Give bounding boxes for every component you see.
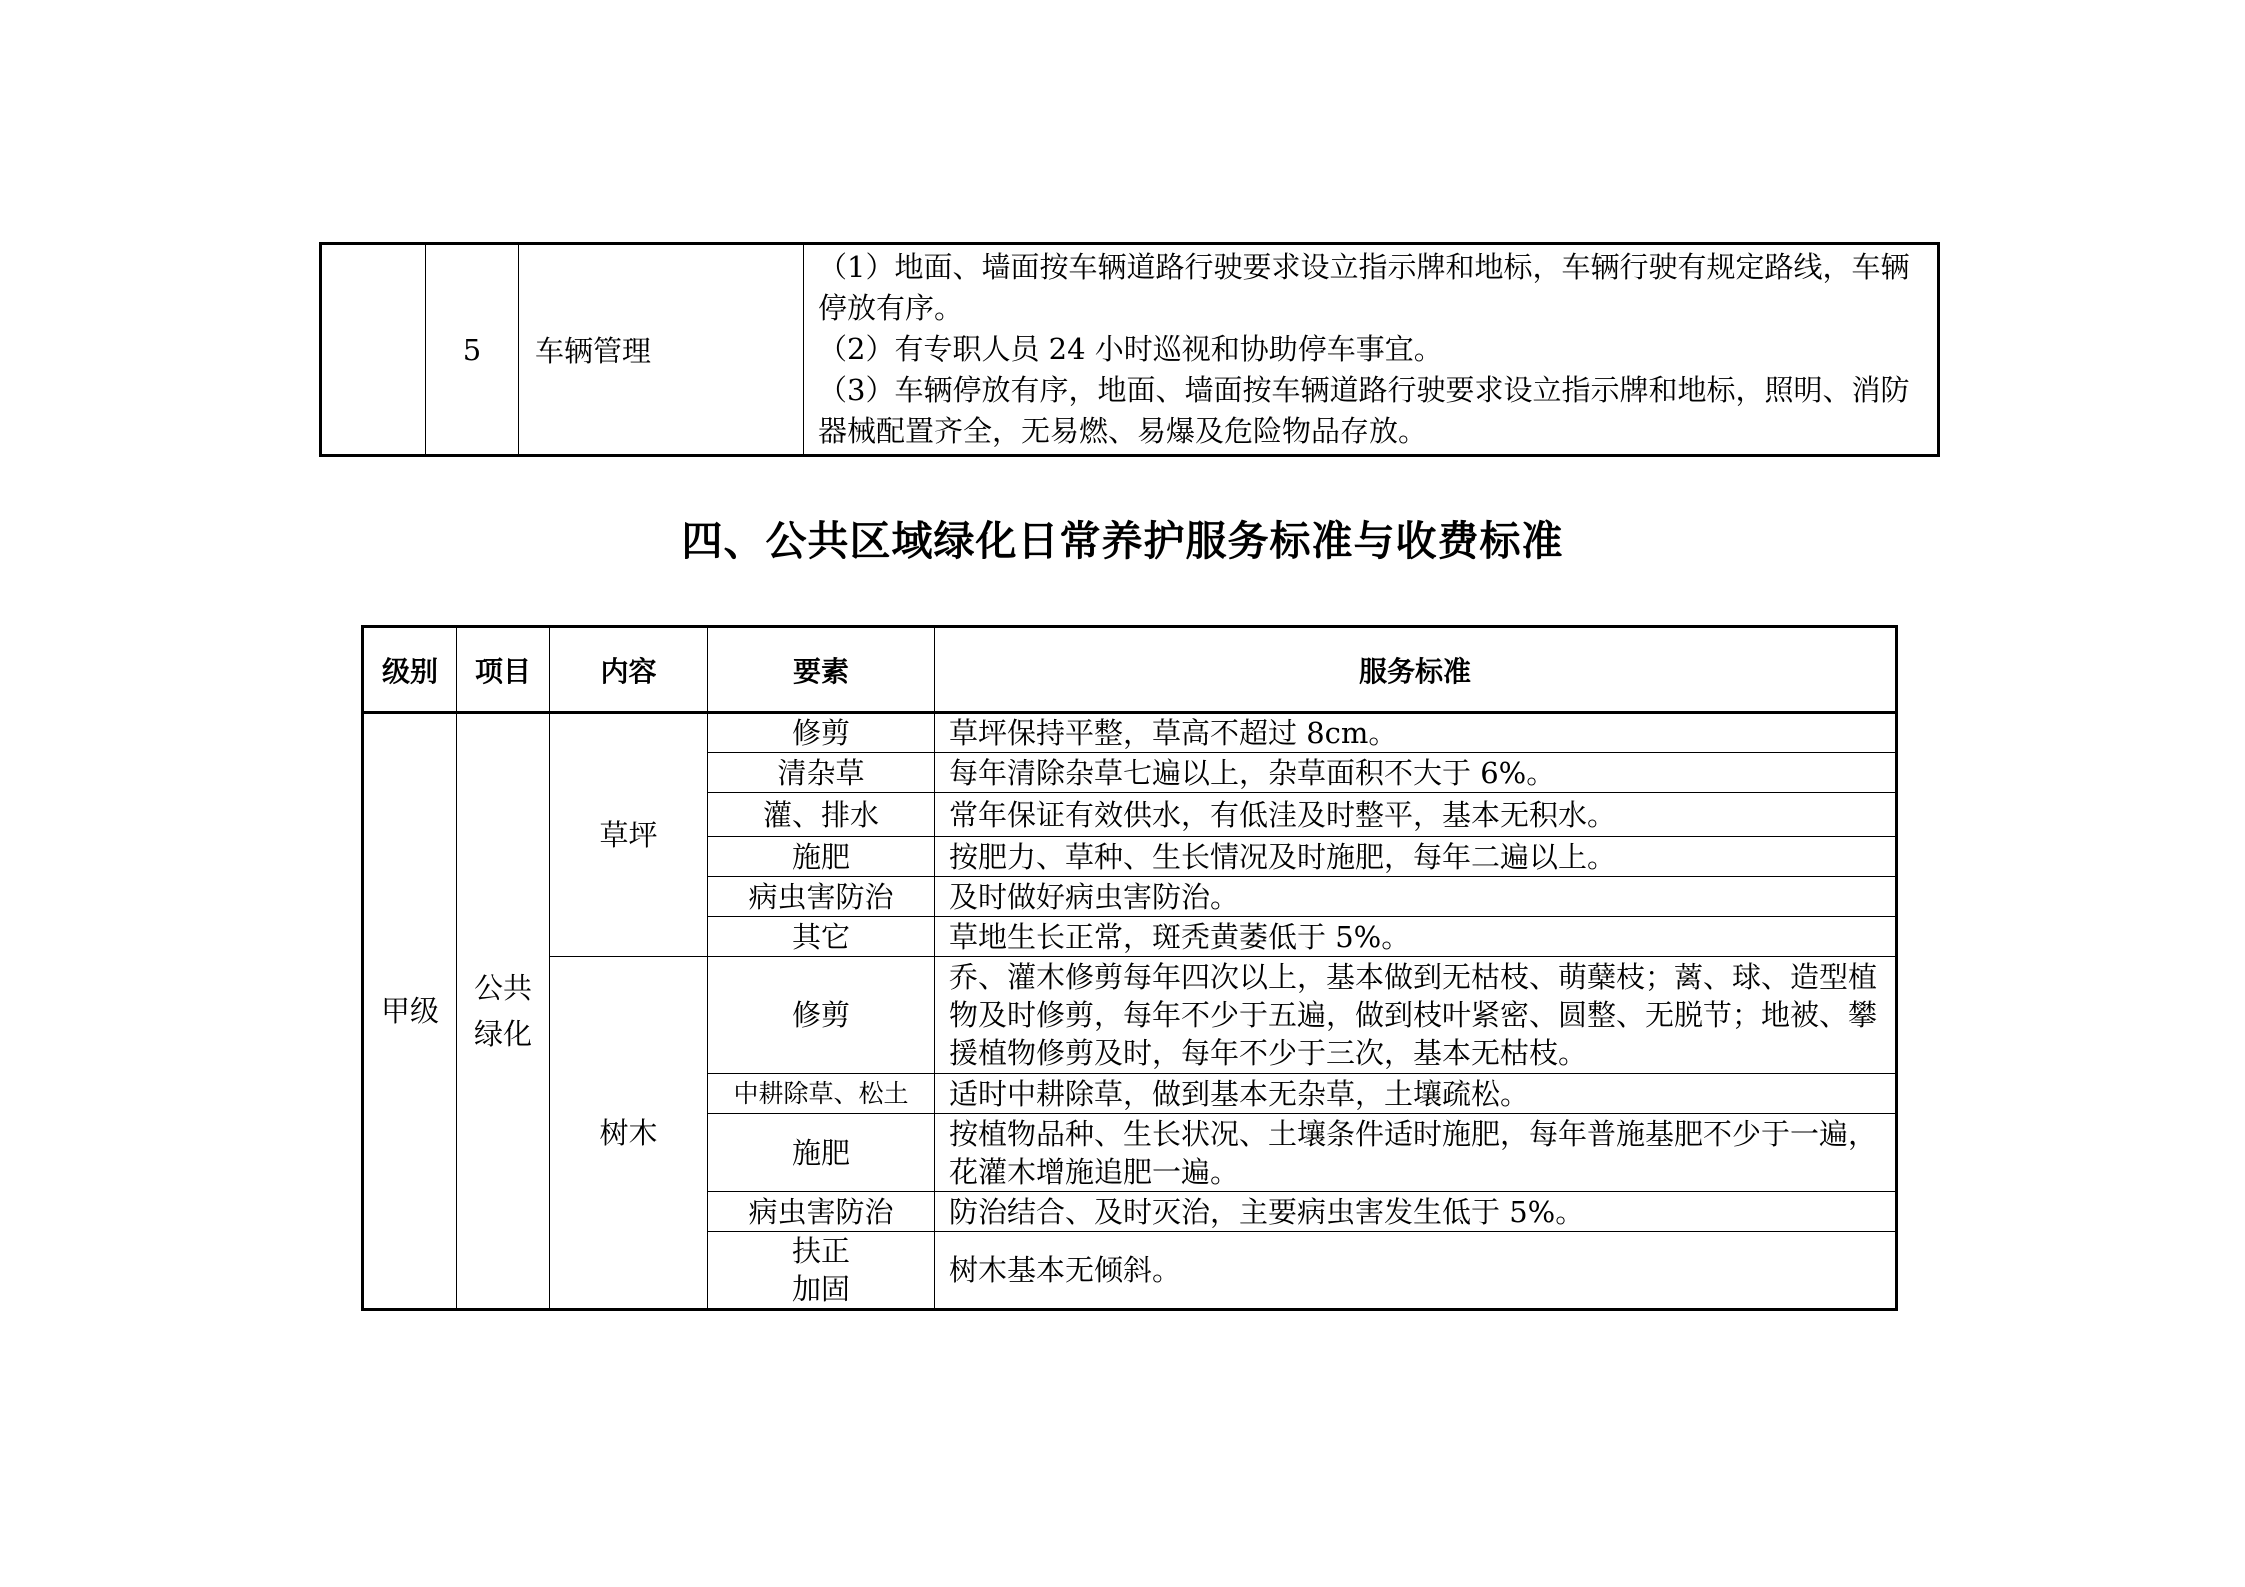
table-row — [363, 957, 1897, 1074]
vehicle-management-table — [319, 242, 1940, 457]
element-cell: 病虫害防治 — [708, 1192, 935, 1232]
element-cell: 施肥 — [708, 1114, 935, 1192]
standard-cell: 适时中耕除草，做到基本无杂草，土壤疏松。 — [935, 1074, 1897, 1114]
content-paragraph: （2）有专职人员 24 小时巡视和协助停车事宜。 — [818, 332, 1443, 366]
level-cell: 甲级 — [363, 713, 457, 1310]
content-cell-trees: 树木 — [550, 957, 708, 1310]
project-label: 公共绿化 — [473, 971, 532, 1051]
element-cell: 其它 — [708, 917, 935, 957]
empty-cell — [321, 244, 426, 456]
item-number: 5 — [426, 244, 519, 456]
header-level: 级别 — [363, 627, 457, 713]
standard-cell: 草坪保持平整，草高不超过 8cm。 — [935, 713, 1897, 753]
element-cell — [708, 1232, 935, 1310]
element-cell: 施肥 — [708, 837, 935, 877]
element-cell: 修剪 — [708, 713, 935, 753]
content-paragraph: （3）车辆停放有序，地面、墙面按车辆道路行驶要求设立指示牌和地标，照明、消防器械配置齐全，无易燃、易爆及危险物品存放。 — [818, 373, 1910, 448]
element-cell: 灌、排水 — [708, 793, 935, 837]
standard-cell: 及时做好病虫害防治。 — [935, 877, 1897, 917]
standard-cell: 按肥力、草种、生长情况及时施肥，每年二遍以上。 — [935, 837, 1897, 877]
item-name: 车辆管理 — [519, 244, 804, 456]
content-paragraph: （1）地面、墙面按车辆道路行驶要求设立指示牌和地标，车辆行驶有规定路线，车辆停放有序。 — [818, 250, 1910, 325]
header-content: 内容 — [550, 627, 708, 713]
standard-cell: 草地生长正常，斑秃黄萎低于 5%。 — [935, 917, 1897, 957]
standard-cell: 常年保证有效供水，有低洼及时整平，基本无积水。 — [935, 793, 1897, 837]
element-cell: 中耕除草、松土 — [708, 1074, 935, 1114]
standard-cell: 每年清除杂草七遍以上，杂草面积不大于 6%。 — [935, 753, 1897, 793]
element-line: 加固 — [791, 1272, 850, 1306]
element-cell: 修剪 — [708, 957, 935, 1074]
standard-cell: 树木基本无倾斜。 — [935, 1232, 1897, 1310]
table-row — [321, 244, 1939, 456]
header-standard: 服务标准 — [935, 627, 1897, 713]
content-cell-lawn: 草坪 — [550, 713, 708, 957]
header-element: 要素 — [708, 627, 935, 713]
standard-cell: 乔、灌木修剪每年四次以上，基本做到无枯枝、萌蘖枝；蓠、球、造型植物及时修剪，每年不少于五遍，做到枝叶紧密、圆整、无脱节；地被、攀援植物修剪及时，每年不少于三次，基本无枯枝。 — [935, 957, 1897, 1074]
table-row — [363, 713, 1897, 753]
header-project: 项目 — [457, 627, 550, 713]
header-row — [363, 627, 1897, 713]
section-title: 四、公共区域绿化日常养护服务标准与收费标准 — [681, 517, 1564, 565]
standard-cell: 防治结合、及时灭治，主要病虫害发生低于 5%。 — [935, 1192, 1897, 1232]
project-cell — [457, 713, 550, 1310]
standard-cell: 按植物品种、生长状况、土壤条件适时施肥，每年普施基肥不少于一遍，花灌木增施追肥一遍。 — [935, 1114, 1897, 1192]
element-line: 扶正 — [791, 1234, 850, 1268]
greening-standard-table — [361, 625, 1898, 1311]
item-content — [804, 244, 1939, 456]
element-cell: 清杂草 — [708, 753, 935, 793]
element-cell: 病虫害防治 — [708, 877, 935, 917]
